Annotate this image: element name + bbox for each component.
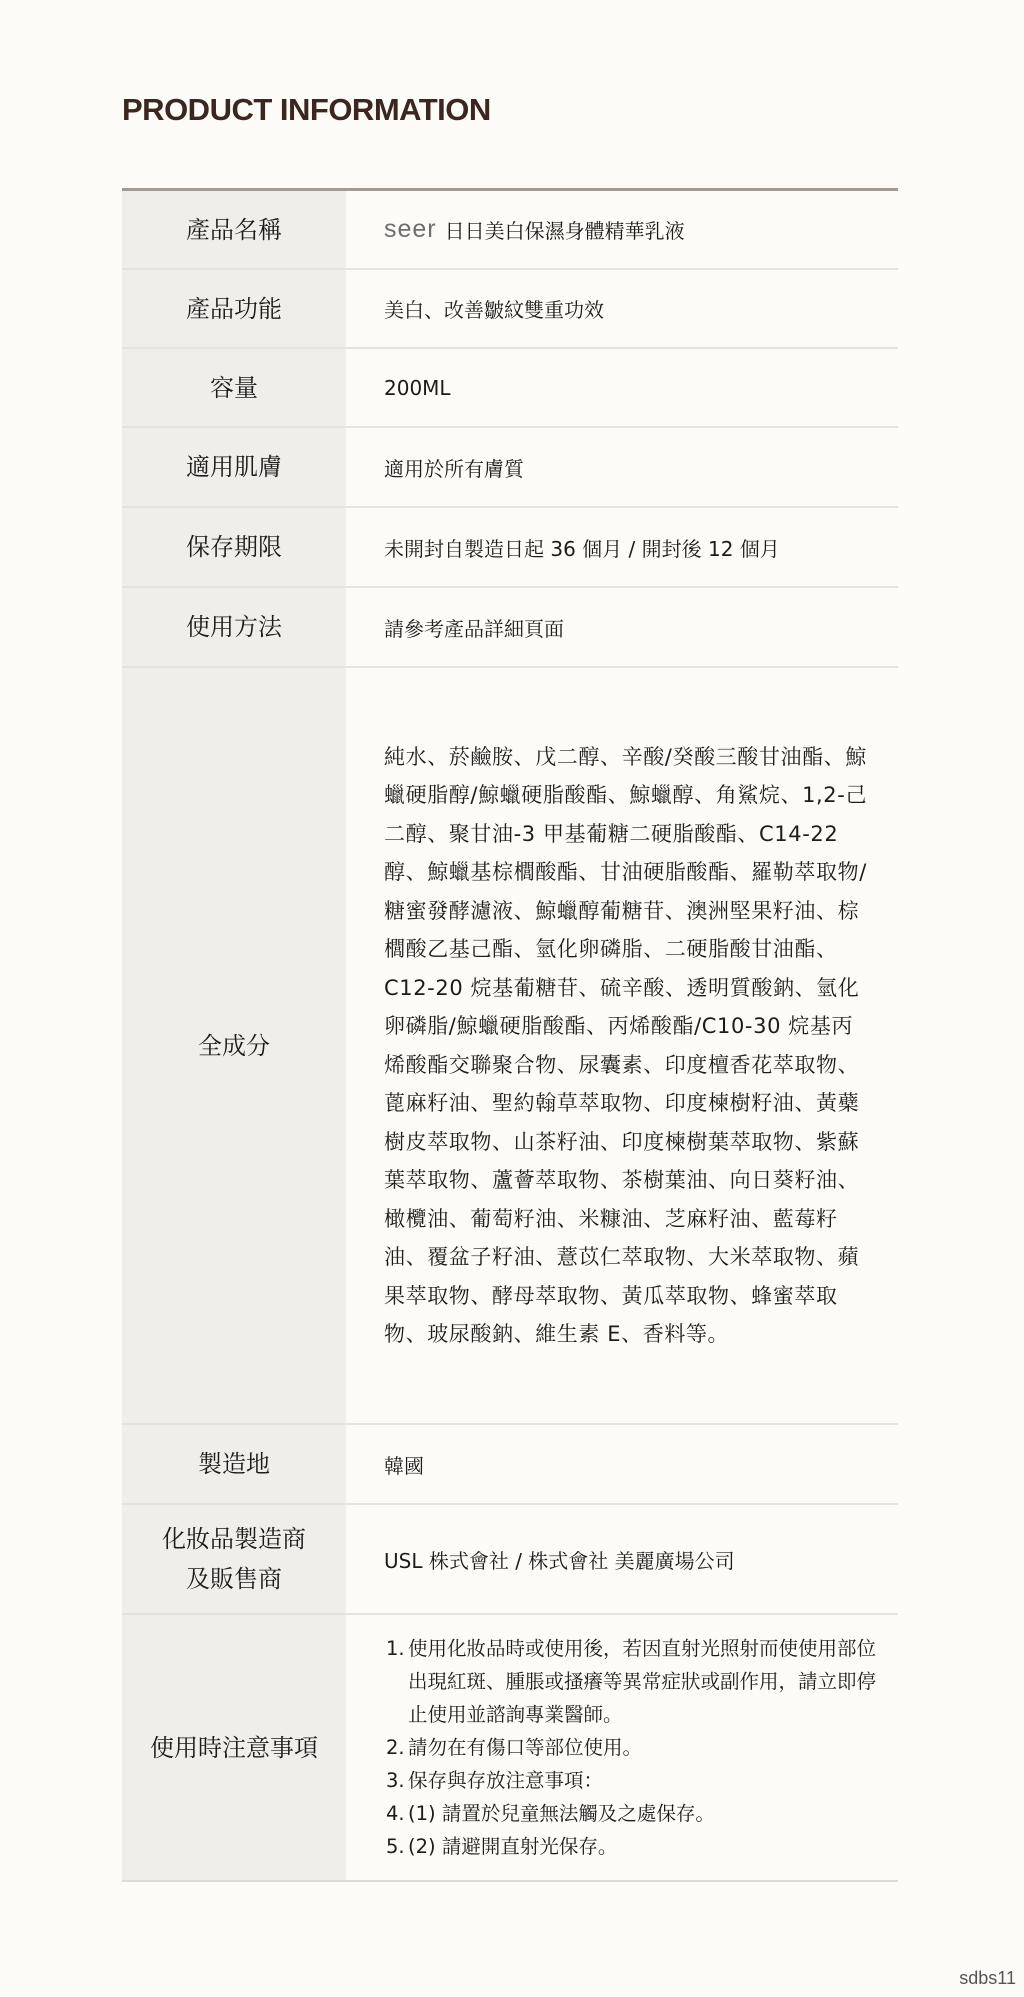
row-cautions <box>122 1615 898 1882</box>
label-product-function: 產品功能 <box>122 270 346 347</box>
label-usage: 使用方法 <box>122 588 346 666</box>
row-skin-type <box>122 428 898 508</box>
value-manufacturer: USL 株式會社 / 株式會社 美麗廣場公司 <box>384 1548 735 1573</box>
product-name-text: 日日美白保濕身體精華乳液 <box>444 219 685 243</box>
label-cautions: 使用時注意事項 <box>122 1615 346 1880</box>
page-title: PRODUCT INFORMATION <box>122 92 491 127</box>
value-cautions <box>346 1615 898 1880</box>
row-product-function <box>122 270 898 349</box>
value-product-function: 美白、改善皺紋雙重功效 <box>384 298 604 322</box>
label-manufacturer-line2: 及販售商 <box>186 1565 282 1593</box>
row-product-name <box>122 191 898 270</box>
value-ingredients <box>346 668 898 1423</box>
row-usage <box>122 588 898 668</box>
value-shelf-life: 未開封自製造日起 36 個月 / 開封後 12 個月 <box>384 536 780 561</box>
value-origin: 韓國 <box>384 1453 424 1478</box>
label-origin: 製造地 <box>122 1425 346 1503</box>
caution-item: 1. 使用化妝品時或使用後，若因直射光照射而使使用部位出現紅斑、腫脹或搔癢等異常症狀或副作用，請立即停止使用並諮詢專業醫師。 <box>386 1637 877 1726</box>
value-usage: 請參考產品詳細頁面 <box>384 616 564 641</box>
label-product-name: 產品名稱 <box>122 191 346 268</box>
caution-item: 2. 請勿在有傷口等部位使用。 <box>386 1736 643 1759</box>
label-manufacturer-line1: 化妝品製造商 <box>162 1525 306 1553</box>
label-skin-type: 適用肌膚 <box>122 428 346 506</box>
label-manufacturer <box>122 1505 346 1613</box>
row-origin <box>122 1425 898 1505</box>
row-shelf-life <box>122 508 898 588</box>
label-capacity: 容量 <box>122 349 346 426</box>
footer-code: sdbs11 <box>959 1968 1016 1988</box>
label-ingredients: 全成分 <box>122 668 346 1423</box>
cautions-list <box>386 1632 882 1863</box>
caution-item: 4. (1) 請置於兒童無法觸及之處保存。 <box>386 1802 715 1825</box>
caution-item: 5. (2) 請避開直射光保存。 <box>386 1835 618 1858</box>
ingredients-text: 純水、菸鹼胺、戊二醇、辛酸/癸酸三酸甘油酯、鯨蠟硬脂醇/鯨蠟硬脂酸酯、鯨蠟醇、角鯊烷、1,2-己二醇、聚甘油-3 甲基葡糖二硬脂酸酯、C14-22 醇、鯨蠟基棕櫚酸酯、甘油硬脂酸酯、羅勒萃取物/糖蜜發酵濾液、鯨蠟醇葡糖苷、澳洲堅果籽油、棕櫚酸乙基己酯、氫化卵磷脂、二硬脂酸甘油酯、C12-20 烷基葡糖苷、硫辛酸、透明質酸鈉、氫化卵磷脂/鯨蠟硬脂酸酯、丙烯酸酯/C10-30 烷基丙烯酸酯交聯聚合物、尿囊素、印度檀香花萃取物、蓖麻籽油、聖約翰草萃取物、印度楝樹籽油、黃蘗樹皮萃取物、山茶籽油、印度楝樹葉萃取物、紫蘇葉萃取物、蘆薈萃取物、茶樹葉油、向日葵籽油、橄欖油、葡萄籽油、米糠油、芝麻籽油、藍莓籽油、覆盆子籽油、薏苡仁萃取物、大米萃取物、蘋果萃取物、酵母萃取物、黃瓜萃取物、蜂蜜萃取物、玻尿酸鈉、維生素 E、香料等。 <box>384 744 868 1346</box>
row-manufacturer <box>122 1505 898 1615</box>
row-ingredients <box>122 668 898 1425</box>
label-shelf-life: 保存期限 <box>122 508 346 586</box>
brand-logo: seer <box>384 215 437 243</box>
value-skin-type: 適用於所有膚質 <box>384 456 524 481</box>
value-product-name <box>346 191 898 268</box>
caution-item: 3. 保存與存放注意事項： <box>386 1769 604 1792</box>
product-info-table <box>122 188 898 1882</box>
value-capacity: 200ML <box>384 375 451 400</box>
row-capacity <box>122 349 898 428</box>
